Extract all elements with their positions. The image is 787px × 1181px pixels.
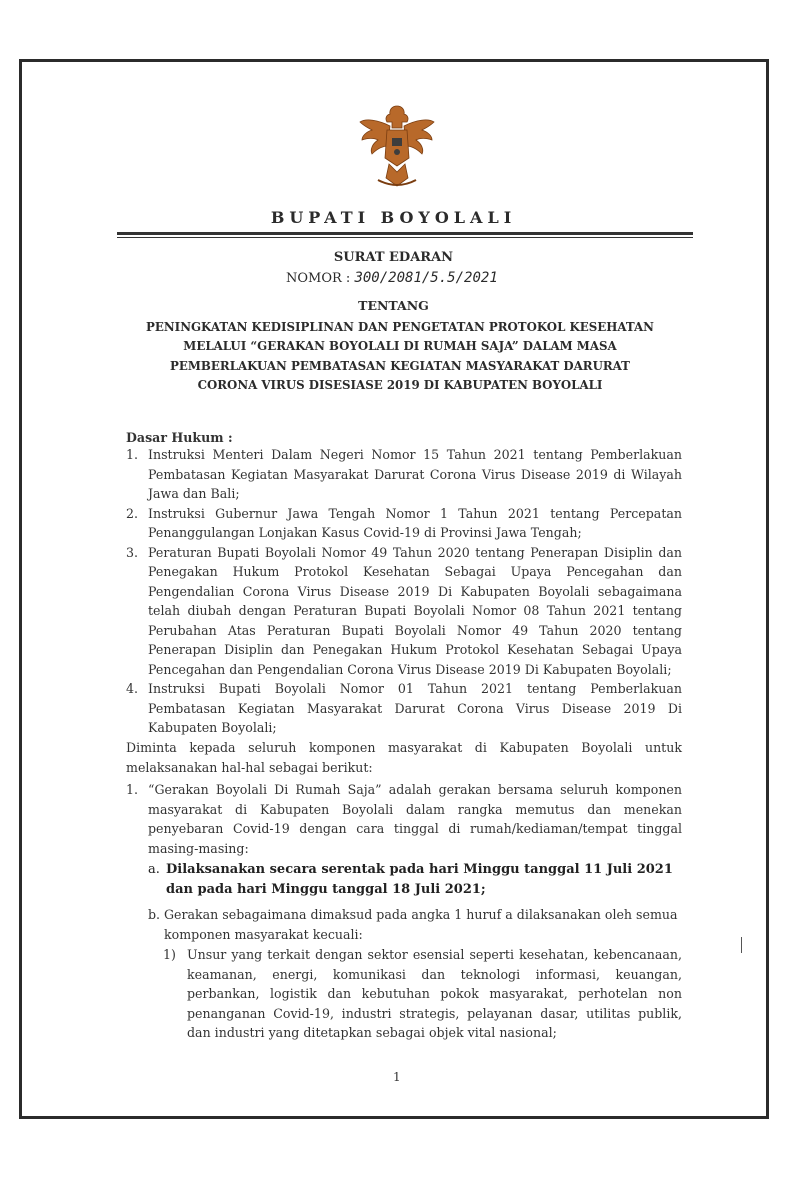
sub-text: Dilaksanakan secara serentak pada hari Minggu tanggal 11 Juli 2021 dan pada hari Minggu tanggal 18 Juli 2021; bbox=[166, 862, 673, 897]
sub-label: 1) bbox=[163, 947, 176, 962]
sub-text: Unsur yang terkait dengan sektor esensial seperti kesehatan, kebencanaan, keamanan, energi, komunikasi dan teknologi informasi, keuangan, perbankan, logistik dan kebutuhan pokok masyarakat, perhotelan non penanganan Covid-19, industri strategis, pelayanan dasar, utilitas publik, dan industri yang ditetapkan sebagai objek vital nasional; bbox=[187, 947, 682, 1040]
point-text: “Gerakan Boyolali Di Rumah Saja” adalah gerakan bersama seluruh komponen masyarakat di Kabupaten Boyolali dalam rangka memutus dan menekan penyebaran Covid-19 dengan cara tinggal di rumah/kediaman/tempat tinggal masing-masing: bbox=[148, 782, 682, 856]
header-rule-thick bbox=[117, 232, 693, 235]
point-1b bbox=[148, 905, 682, 944]
list-text: Instruksi Gubernur Jawa Tengah Nomor 1 Tahun 2021 tentang Percepatan Penanggulangan Lonjakan Kasus Covid-19 di Provinsi Jawa Tengah; bbox=[148, 505, 682, 540]
point-1 bbox=[126, 780, 682, 858]
nomor-line bbox=[286, 270, 498, 286]
sub-label: b. bbox=[148, 907, 161, 922]
list-text: Instruksi Menteri Dalam Negeri Nomor 15 Tahun 2021 tentang Pemberlakuan Pembatasan Kegiatan Masyarakat Darurat Corona Virus Disease 2019 di Wilayah Jawa dan Bali; bbox=[148, 447, 682, 501]
title-line: PENINGKATAN KEDISIPLINAN DAN PENGETATAN PROTOKOL KESEHATAN bbox=[146, 320, 654, 334]
circular-title bbox=[110, 318, 690, 395]
list-number: 1. bbox=[126, 447, 139, 462]
list-text: Instruksi Bupati Boyolali Nomor 01 Tahun 2021 tentang Pemberlakuan Pembatasan Kegiatan Masyarakat Darurat Corona Virus Disease 2019 Di Kabupaten Boyolali; bbox=[148, 681, 682, 735]
dasar-hukum-heading: Dasar Hukum : bbox=[126, 430, 233, 445]
title-line: MELALUI “GERAKAN BOYOLALI DI RUMAH SAJA” DALAM MASA bbox=[183, 339, 617, 354]
garuda-emblem-icon bbox=[356, 100, 438, 190]
point-1a bbox=[148, 860, 688, 900]
point-number: 1. bbox=[126, 782, 139, 797]
tentang-heading: TENTANG bbox=[358, 298, 429, 313]
title-line: PEMBERLAKUAN PEMBATASAN KEGIATAN MASYARAKAT DARURAT bbox=[170, 358, 630, 373]
margin-mark bbox=[741, 937, 742, 953]
list-number: 4. bbox=[126, 681, 139, 696]
dasar-hukum-list bbox=[126, 445, 682, 738]
sub-text: Gerakan sebagaimana dimaksud pada angka 1 huruf a dilaksanakan oleh semua komponen masyarakat kecuali: bbox=[164, 907, 678, 942]
nomor-label: NOMOR : bbox=[286, 271, 351, 286]
list-item bbox=[126, 543, 682, 680]
point-1b-1 bbox=[163, 945, 682, 1043]
list-item bbox=[126, 445, 682, 504]
page-number: 1 bbox=[393, 1070, 401, 1084]
nomor-value: 300/2081/5.5/2021 bbox=[354, 270, 498, 286]
sub-label: a. bbox=[148, 862, 160, 877]
doc-type-title: SURAT EDARAN bbox=[333, 250, 454, 265]
list-text: Peraturan Bupati Boyolali Nomor 49 Tahun 2020 tentang Penerapan Disiplin dan Penegakan Hukum Protokol Kesehatan Sebagai Upaya Pencegahan dan Pengendalian Corona Virus Disease 2019 Di Kabupaten Boyolali sebagaimana telah diubah dengan Peraturan Bupati Boyolali Nomor 08 Tahun 2021 tentang Perubahan Atas Peraturan Bupati Boyolali Nomor 49 Tahun 2020 tentang Penerapan Disiplin dan Penegakan Hukum Protokol Kesehatan Sebagai Upaya Pencegahan dan Pengendalian Corona Virus Disease 2019 Di Kabupaten Boyolali; bbox=[148, 544, 682, 677]
list-number: 2. bbox=[126, 505, 139, 521]
list-item bbox=[126, 679, 682, 738]
title-line: CORONA VIRUS DISESIASE 2019 DI KABUPATEN BOYOLALI bbox=[197, 377, 603, 392]
list-number: 3. bbox=[126, 544, 139, 560]
list-item bbox=[126, 504, 682, 543]
header-rule-thin bbox=[117, 237, 693, 238]
office-title: BUPATI BOYOLALI bbox=[270, 208, 517, 227]
intro-paragraph: Diminta kepada seluruh komponen masyarakat di Kabupaten Boyolali untuk melaksanakan hal-hal sebagai berikut: bbox=[126, 740, 682, 775]
